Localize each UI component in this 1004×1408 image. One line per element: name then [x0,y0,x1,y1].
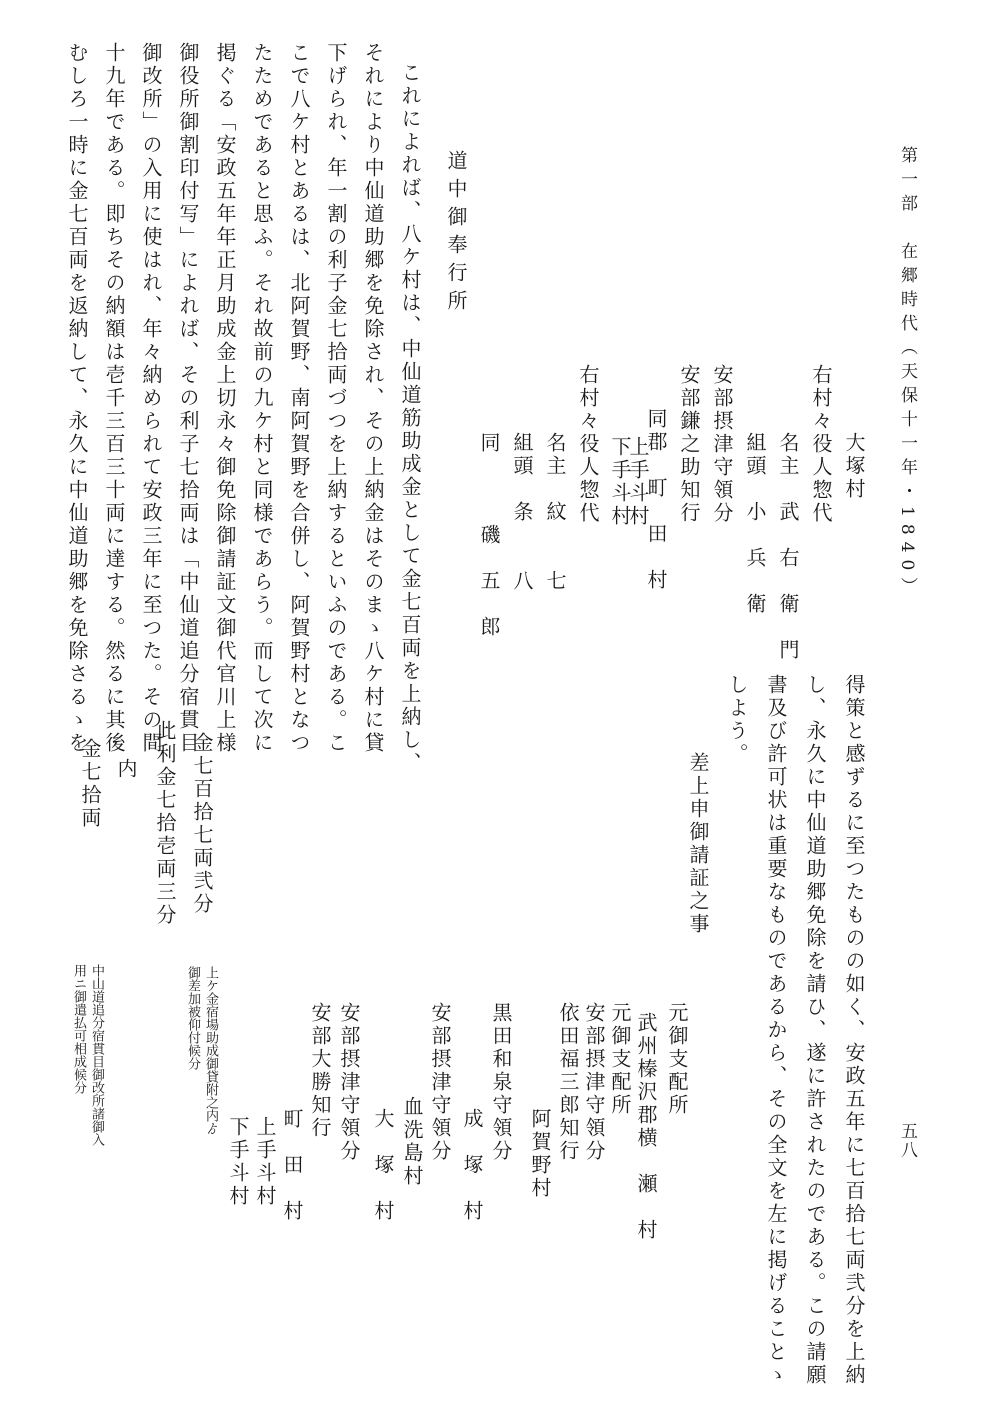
paragraph-line: 書及び許可状は重要なものであるから、その全文を左に掲げることゝ [764,674,788,1387]
paragraph-line: しよう。 [725,674,749,766]
village-line: 町 田 村 [280,1108,304,1223]
signatory-line: 下手斗村 [608,436,632,528]
paragraph-line: むしろ一時に金七百両を返納して、永久に中仙道助郷を免除さるゝを [65,42,89,755]
amount-interest: 此利金七拾壱両三分 [153,720,177,927]
paragraph-line: これによれば、八ケ村は、中仙道筋助成金として金七百両を上納し、 [398,62,422,775]
paragraph-line: たためであると思ふ。それ故前の九ケ村と同様であらう。而して次に [250,42,274,755]
annotation-note: 中山道追分宿貫目御改所諸御入 [89,964,104,1146]
annotation-note: 上ケ金宿場助成御貸附之内ゟ [203,966,218,1135]
page-number: 五八 [897,1122,917,1160]
running-title: 第一部 在郷時代（天保十一年・1840） [897,146,917,602]
amount-uchi: 内 [114,758,138,781]
paragraph-line: 得策と感ずるに至つたものの如く、安政五年に七百拾七両弐分を上納 [842,674,866,1387]
amount-item: 金七拾両 [78,738,102,830]
village-line: 武州榛沢郡横 瀬 村 [634,1012,658,1242]
village-line: 安部摂津守領分 [582,1002,606,1163]
paragraph-line: 下げられ、年一割の利子金七拾両づつを上納するといふのである。こ [324,42,348,755]
village-line: 阿賀野村 [528,1108,552,1200]
annotation-note: 用ニ御遣払可相成候分 [71,964,86,1094]
signatory-line: 名主 紋 七 [543,432,567,593]
paragraph-line: し、永久に中仙道助郷免除を請ひ、遂に許されたのである。この請願 [803,674,827,1387]
amount-total: 金七百拾七両弐分 [190,732,214,916]
signatory-line: 組頭 小 兵 衛 [743,432,767,616]
paragraph-line: 御役所御割印付写」によれば、その利子七拾両は「中仙道追分宿貫目 [176,42,200,755]
village-line: 血洗島村 [400,1096,424,1188]
paragraph-line: 十九年である。即ちその納額は壱千三百三十両に達する。然るに其後 [102,42,126,755]
village-line: 依田福三郎知行 [556,1002,580,1163]
paragraph-line: こで八ケ村とあるは、北阿賀野、南阿賀野を合併し、阿賀野村となつ [287,42,311,755]
signatory-line: 安部摂津守領分 [710,364,734,525]
paragraph-line: 掲ぐる「安政五年年正月助成金上切永々御免除御請証文御代官川上様 [213,42,237,755]
signatory-line: 安部鎌之助知行 [677,364,701,525]
village-line: 元御支配所 [665,1002,689,1117]
village-line: 安部摂津守領分 [428,1002,452,1163]
signatory-line: 右村々役人惣代 [809,364,833,525]
village-line: 黒田和泉守領分 [489,1002,513,1163]
signatory-line: 大塚村 [842,432,866,501]
signatory-line: 組頭 条 八 [510,432,534,593]
village-line: 大 塚 村 [371,1108,395,1223]
annotation-note: 御差加被仰付候分 [185,966,200,1070]
village-line: 元御支配所 [608,1002,632,1117]
signatory-line: 名主 武 右 衛 門 [776,432,800,662]
signatory-line: 同 磯 五 郎 [477,432,501,639]
signatory-line: 右村々役人惣代 [576,364,600,525]
paragraph-line: 御改所」の入用に使はれ、年々納められて安政三年に至つた。その間 [139,42,163,755]
signatory-line: 同郡 町 田 村 [644,408,668,592]
village-line: 安部大勝知行 [308,1002,332,1140]
village-line: 成 塚 村 [460,1108,484,1223]
document-title: 差上申御請証之事 [686,752,710,936]
village-line: 下手斗村 [226,1116,250,1208]
document-addressee: 道中御奉行所 [444,150,468,318]
paragraph-line: それにより中仙道助郷を免除され、その上納金はそのまゝ八ケ村に貸 [361,42,385,755]
signatory-line: 上手斗村 [626,436,650,528]
village-line: 安部摂津守領分 [337,1002,361,1163]
village-line: 上手斗村 [253,1116,277,1208]
